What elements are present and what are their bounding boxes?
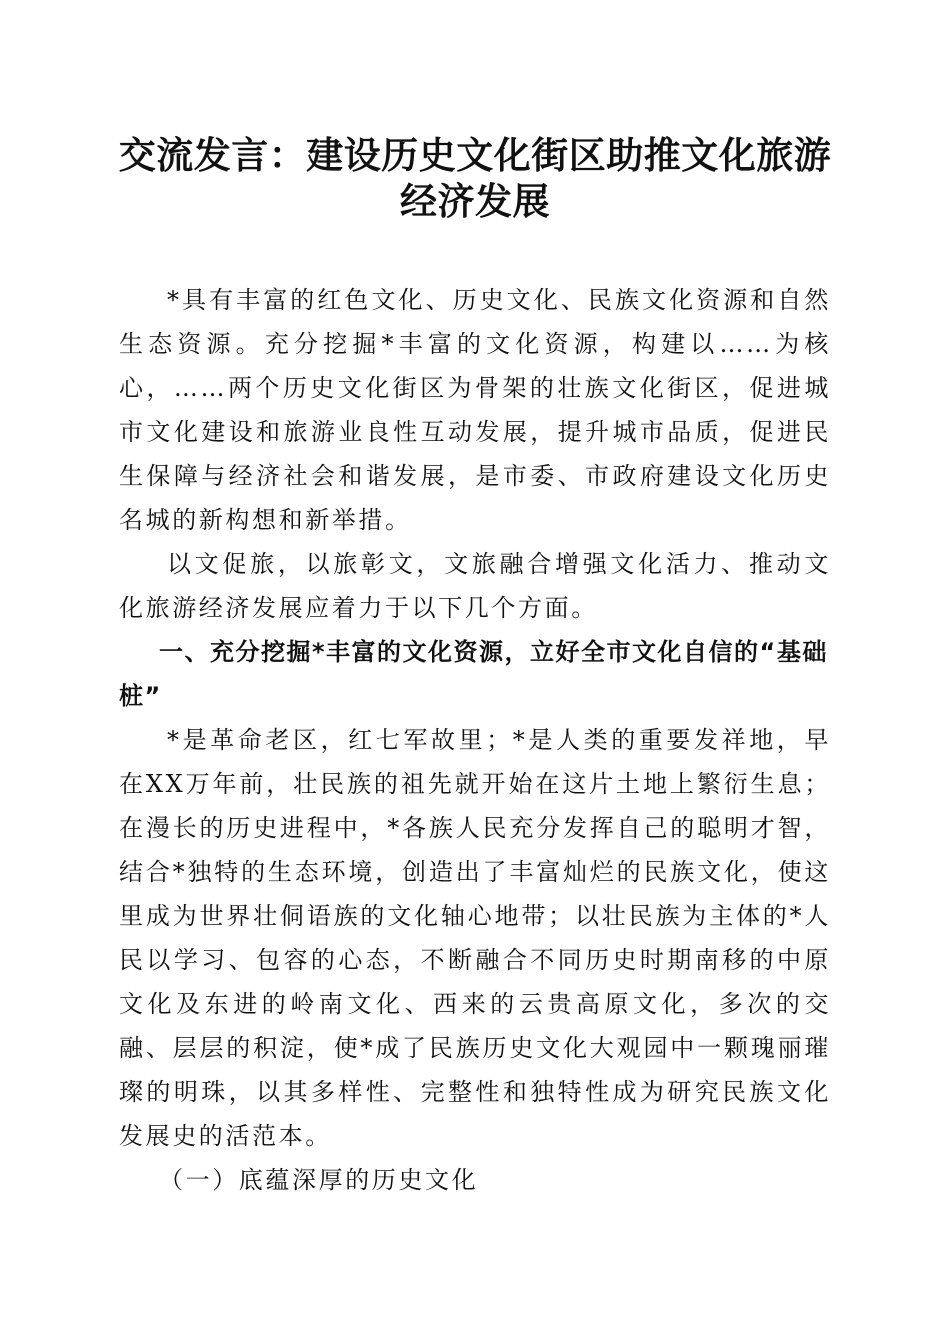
- overview-paragraph: 以文促旅，以旅彰文，文旅融合增强文化活力、推动文化旅游经济发展应着力于以下几个方面。: [119, 550, 831, 622]
- subsection-heading-1: （一）底蕴深厚的历史文化: [159, 1166, 479, 1194]
- section-heading-1: 一、充分挖掘*丰富的文化资源，立好全市文化自信的“基础桩”: [119, 638, 828, 710]
- intro-paragraph: *具有丰富的红色文化、历史文化、民族文化资源和自然生态资源。充分挖掘*丰富的文化资源，构建以……为核心，……两个历史文化街区为骨架的壮族文化街区，促进城市文化建设和旅游业良性互动发展，提升城市品质，促进民生保障与经济社会和谐发展，是市委、市政府建设文化历史名城的新构想和新举措。: [119, 286, 831, 534]
- document-body: [119, 278, 831, 1202]
- section-1-paragraph: *是革命老区，红七军故里；*是人类的重要发祥地，早在XX万年前，壮民族的祖先就开始在这片土地上繁衍生息；在漫长的历史进程中，*各族人民充分发挥自己的聪明才智，结合*独特的生态环境，创造出了丰富灿烂的民族文化，使这里成为世界壮侗语族的文化轴心地带；以壮民族为主体的*人民以学习、包容的心态，不断融合不同历史时期南移的中原文化及东进的岭南文化、西来的云贵高原文化，多次的交融、层层的积淀，使*成了民族历史文化大观园中一颗瑰丽璀璨的明珠，以其多样性、完整性和独特性成为研究民族文化发展史的活范本。: [119, 726, 831, 1150]
- page-title: 交流发言：建设历史文化街区助推文化旅游经济发展: [118, 133, 832, 223]
